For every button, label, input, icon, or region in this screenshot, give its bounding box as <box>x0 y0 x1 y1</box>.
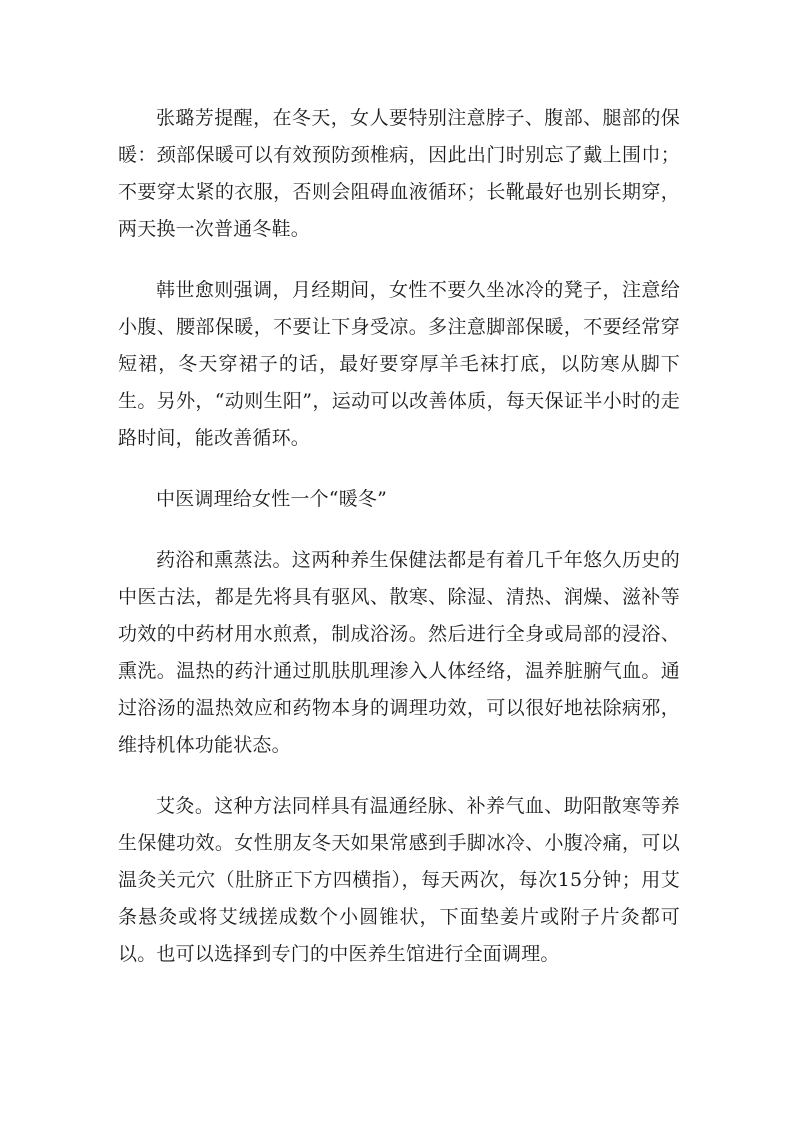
paragraph-herbal-bath: 药浴和熏蒸法。这两种养生保健法都是有着几千年悠久历史的中医古法，都是先将具有驱风、散寒、除湿、清热、润燥、滋补等功效的中药材用水煎煮，制成浴汤。然后进行全身或局部的浸浴、熏洗。温热的药汁通过肌肤肌理渗入人体经络，温养脏腑气血。通过浴汤的温热效应和药物本身的调理功效，可以很好地祛除病邪，维持机体功能状态。 <box>118 549 680 756</box>
paragraph-neck-abdomen-warmth: 张璐芳提醒，在冬天，女人要特别注意脖子、腹部、腿部的保暖：颈部保暖可以有效预防颈椎病，因此出门时别忘了戴上围巾；不要穿太紧的衣服，否则会阻碍血液循环；长靴最好也别长期穿，两天换一次普通冬鞋。 <box>118 107 680 240</box>
paragraph-moxibustion: 艾灸。这种方法同样具有温通经脉、补养气血、助阳散寒等养生保健功效。女性朋友冬天如果常感到手脚冰冷、小腹冷痛，可以温灸关元穴（肚脐正下方四横指），每天两次，每次15分钟；用艾条悬灸或将艾绒搓成数个小圆锥状，下面垫姜片或附子片灸都可以。也可以选择到专门的中医养生馆进行全面调理。 <box>118 795 680 965</box>
document-body <box>118 100 680 973</box>
paragraph-menstruation-advice: 韩世愈则强调，月经期间，女性不要久坐冰冷的凳子，注意给小腹、腰部保暖，不要让下身受凉。多注意脚部保暖，不要经常穿短裙，冬天穿裙子的话，最好要穿厚羊毛袜打底，以防寒从脚下生。另外，“动则生阳”，运动可以改善体质，每天保证半小时的走路时间，能改善循环。 <box>118 279 680 449</box>
section-heading-tcm: 中医调理给女性一个“暖冬” <box>156 488 388 510</box>
